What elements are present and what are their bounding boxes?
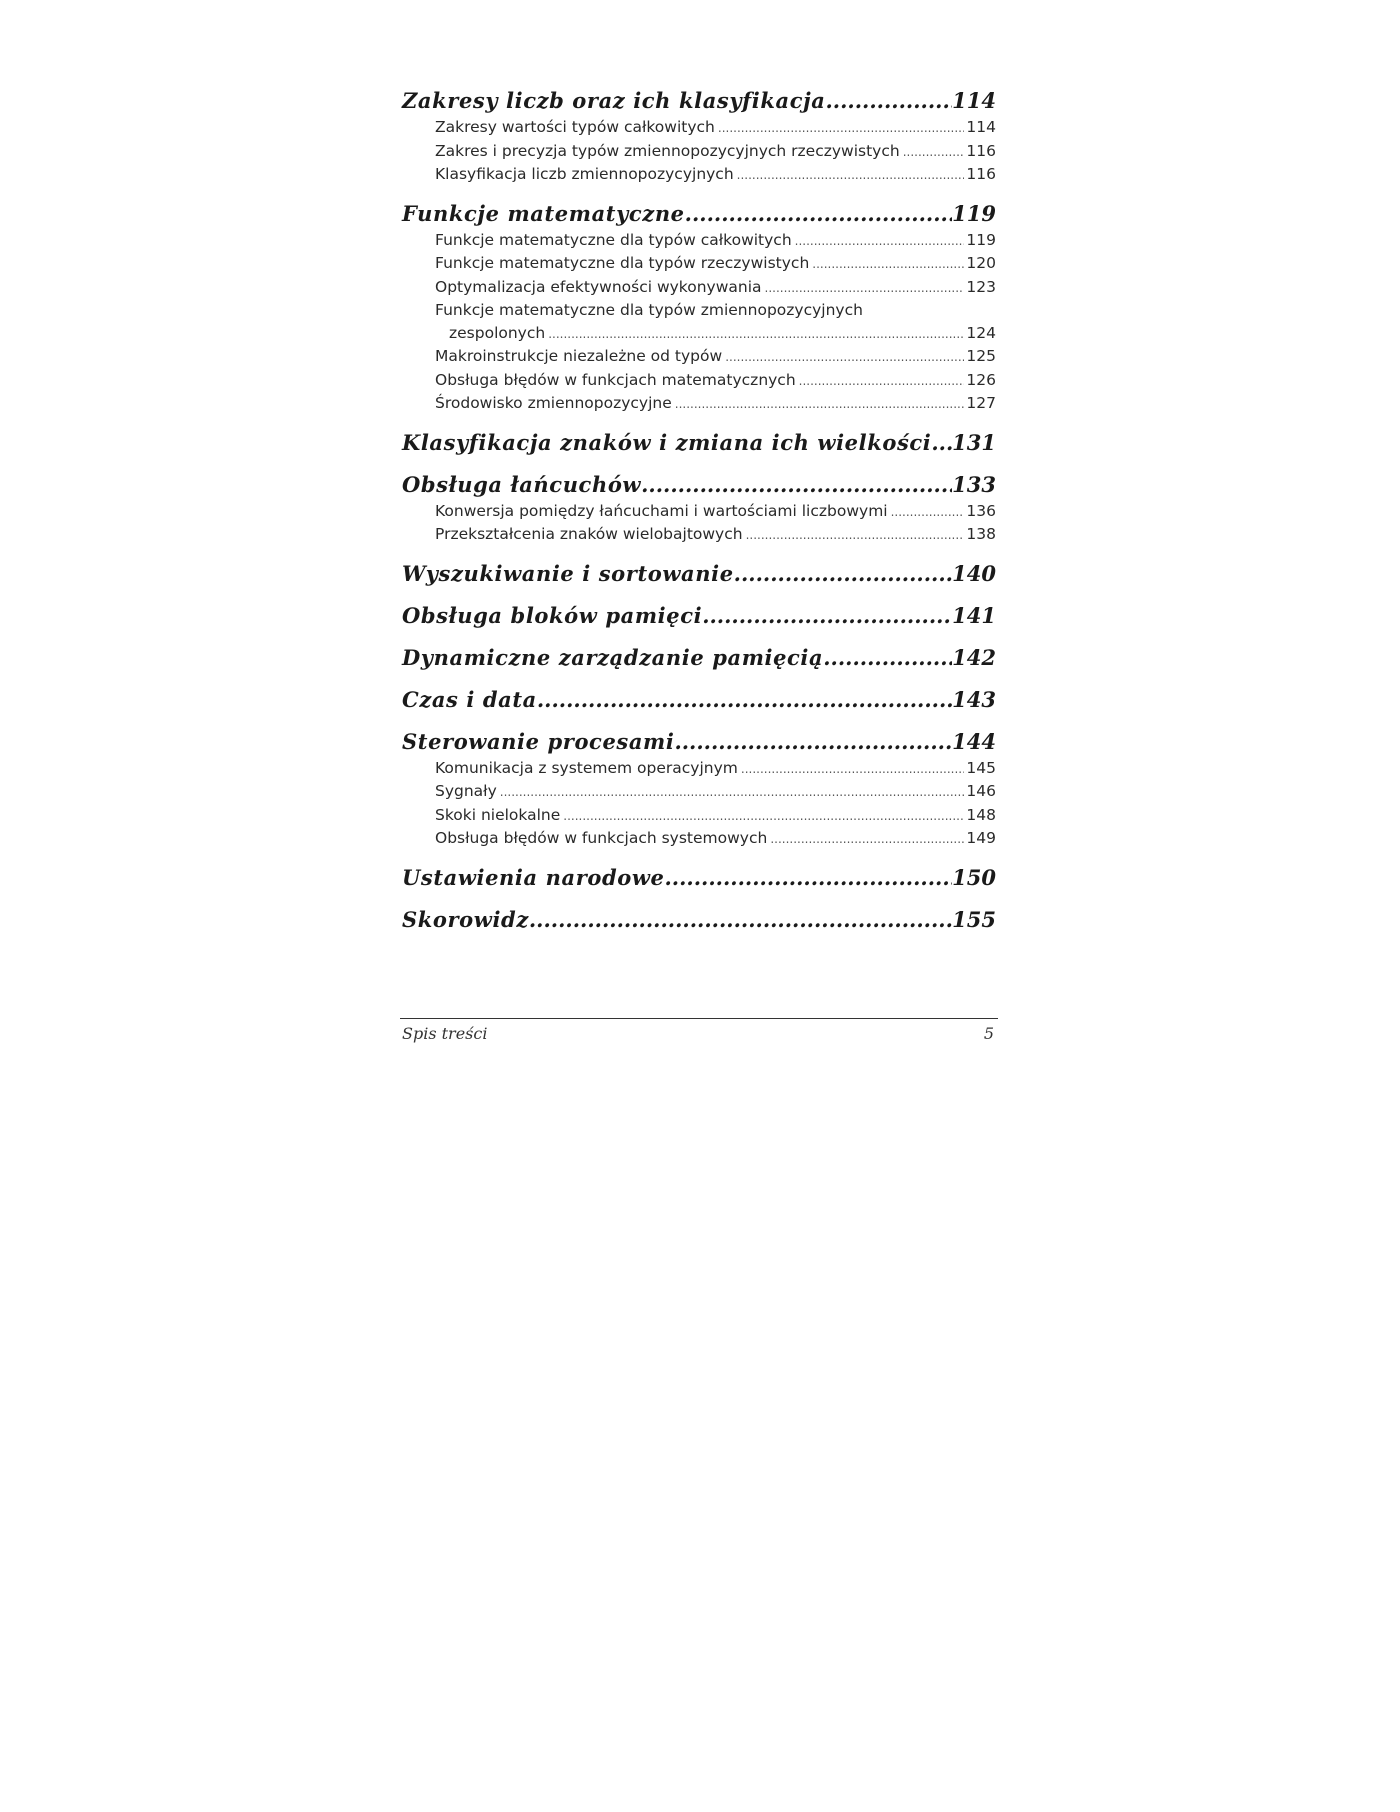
toc-entry-page: 120	[966, 254, 996, 272]
dot-leader	[529, 905, 952, 935]
toc-entry-title: Skoki nielokalne	[435, 805, 561, 824]
toc-heading[interactable]	[402, 863, 996, 893]
toc-entry-page: 116	[966, 141, 996, 160]
toc-heading-page: 131	[952, 429, 996, 455]
toc-entry-title: Obsługa błędów w funkcjach systemowych	[435, 829, 768, 847]
toc-heading-title: Klasyfikacja znaków i zmiana ich wielkości	[402, 429, 932, 455]
dot-leader	[537, 685, 952, 715]
toc-entry-page: 127	[966, 394, 996, 412]
toc-heading-title: Ustawienia narodowe	[402, 864, 665, 890]
footer-divider	[400, 1018, 998, 1019]
toc-heading-page: 144	[952, 728, 996, 754]
dot-leader	[823, 643, 952, 673]
toc-heading-page: 155	[952, 906, 996, 932]
dot-leader	[563, 805, 964, 828]
dot-leader	[641, 470, 952, 500]
toc-section	[402, 685, 996, 715]
toc-entry[interactable]	[402, 369, 996, 393]
page-footer	[402, 1024, 994, 1043]
toc-section	[402, 863, 996, 893]
toc-entry-page: 124	[966, 323, 996, 342]
toc-entry[interactable]	[402, 757, 996, 781]
toc-section	[402, 643, 996, 673]
toc-entry[interactable]	[402, 163, 996, 187]
toc-heading-page: 142	[952, 644, 996, 670]
toc-entry-page: 145	[966, 758, 996, 777]
toc-entry-title: Zakresy wartości typów całkowitych	[435, 118, 715, 136]
toc-heading-title: Wyszukiwanie i sortowanie	[402, 560, 734, 586]
toc-heading[interactable]	[402, 905, 996, 935]
toc-entry[interactable]	[402, 229, 996, 253]
toc-entry-title: Komunikacja z systemem operacyjnym	[435, 758, 738, 777]
toc-entry[interactable]	[402, 116, 996, 140]
toc-section	[402, 470, 996, 547]
toc-entry-title: Klasyfikacja liczb zmiennopozycyjnych	[435, 165, 734, 183]
table-of-contents	[402, 86, 996, 947]
toc-entry[interactable]	[402, 392, 996, 416]
toc-heading-page: 114	[952, 88, 996, 113]
dot-leader	[799, 370, 965, 393]
toc-entry[interactable]	[402, 780, 996, 804]
toc-entry-page: 136	[966, 501, 996, 520]
toc-entry-title: Konwersja pomiędzy łańcuchami i wartościami liczbowymi	[435, 501, 888, 520]
toc-section	[402, 86, 996, 187]
dot-leader	[891, 501, 965, 524]
dot-leader	[903, 141, 965, 164]
toc-entry-title: Środowisko zmiennopozycyjne	[435, 394, 672, 412]
toc-heading-title: Obsługa bloków pamięci	[402, 602, 703, 628]
toc-entry-page: 149	[966, 829, 996, 847]
dot-leader	[725, 346, 964, 369]
dot-leader	[500, 781, 965, 804]
toc-heading-page: 141	[952, 602, 996, 628]
toc-heading-title: Sterowanie procesami	[402, 728, 675, 754]
toc-heading[interactable]	[402, 685, 996, 715]
toc-entry-page: 148	[966, 805, 996, 824]
toc-heading[interactable]	[402, 559, 996, 589]
toc-section	[402, 199, 996, 416]
toc-entry-page: 138	[966, 525, 996, 543]
toc-entry-page: 114	[966, 118, 996, 136]
dot-leader	[765, 277, 965, 300]
toc-entry-title-line1: Funkcje matematyczne dla typów zmiennopozycyjnych	[435, 301, 863, 319]
dot-leader	[746, 524, 965, 547]
toc-heading-title: Dynamiczne zarządzanie pamięcią	[402, 644, 824, 670]
toc-heading[interactable]	[402, 601, 996, 631]
toc-entry-title: Makroinstrukcje niezależne od typów	[435, 347, 723, 365]
dot-leader	[737, 164, 965, 187]
toc-entry-title: Funkcje matematyczne dla typów rzeczywistych	[435, 254, 810, 272]
toc-heading-page: 143	[952, 686, 996, 712]
toc-entry-wrapped[interactable]	[402, 299, 996, 345]
toc-entry-title: zespolonych	[449, 323, 546, 342]
dot-leader	[770, 828, 964, 851]
dot-leader	[741, 758, 965, 781]
toc-entry-title: Przekształcenia znaków wielobajtowych	[435, 525, 743, 543]
footer-running-title: Spis treści	[402, 1024, 488, 1043]
toc-entry[interactable]	[402, 140, 996, 164]
toc-section	[402, 905, 996, 935]
toc-entry[interactable]	[402, 345, 996, 369]
toc-entry-title: Obsługa błędów w funkcjach matematycznych	[435, 370, 796, 389]
toc-heading-title: Zakresy liczb oraz ich klasyfikacja	[402, 88, 826, 113]
dot-leader	[931, 428, 952, 458]
toc-entry[interactable]	[402, 804, 996, 828]
toc-heading-page: 133	[952, 471, 996, 497]
toc-heading[interactable]	[402, 470, 996, 500]
toc-entry[interactable]	[402, 252, 996, 276]
toc-heading-page: 140	[952, 560, 996, 586]
toc-entry-title: Funkcje matematyczne dla typów całkowitych	[435, 230, 792, 249]
toc-heading-page: 150	[952, 864, 996, 890]
dot-leader	[718, 117, 965, 140]
toc-heading[interactable]	[402, 643, 996, 673]
dot-leader	[674, 727, 952, 757]
toc-entry-page: 125	[966, 347, 996, 365]
toc-entry[interactable]	[402, 827, 996, 851]
dot-leader	[548, 323, 964, 346]
dot-leader	[702, 601, 952, 631]
toc-entry-title: Optymalizacja efektywności wykonywania	[435, 277, 762, 296]
toc-entry-page: 146	[966, 782, 996, 800]
dot-leader	[675, 393, 965, 416]
toc-heading[interactable]	[402, 428, 996, 458]
dot-leader	[795, 230, 965, 253]
toc-entry[interactable]	[402, 523, 996, 547]
toc-entry[interactable]	[402, 276, 996, 300]
toc-entry-page: 119	[966, 230, 996, 249]
toc-heading[interactable]	[402, 727, 996, 757]
toc-heading-title: Skorowidz	[402, 906, 529, 932]
toc-entry-page: 126	[966, 370, 996, 389]
toc-heading-title: Funkcje matematyczne	[402, 200, 685, 226]
dot-leader	[812, 253, 964, 276]
toc-heading-title: Obsługa łańcuchów	[402, 471, 642, 497]
toc-heading-title: Czas i data	[402, 686, 537, 712]
toc-section	[402, 601, 996, 631]
toc-entry-title: Zakres i precyzja typów zmiennopozycyjnych rzeczywistych	[435, 141, 900, 160]
dot-leader	[685, 199, 953, 229]
toc-heading[interactable]	[402, 86, 996, 116]
toc-heading[interactable]	[402, 199, 996, 229]
toc-section	[402, 727, 996, 851]
toc-entry-page: 123	[966, 277, 996, 296]
toc-section	[402, 559, 996, 589]
toc-entry[interactable]	[402, 500, 996, 524]
toc-section	[402, 428, 996, 458]
toc-heading-page: 119	[952, 200, 996, 226]
dot-leader	[665, 863, 953, 893]
footer-page-number: 5	[983, 1024, 994, 1043]
dot-leader	[826, 86, 953, 116]
toc-entry-page: 116	[966, 165, 996, 183]
dot-leader	[734, 559, 953, 589]
toc-entry-title: Sygnały	[435, 782, 497, 800]
